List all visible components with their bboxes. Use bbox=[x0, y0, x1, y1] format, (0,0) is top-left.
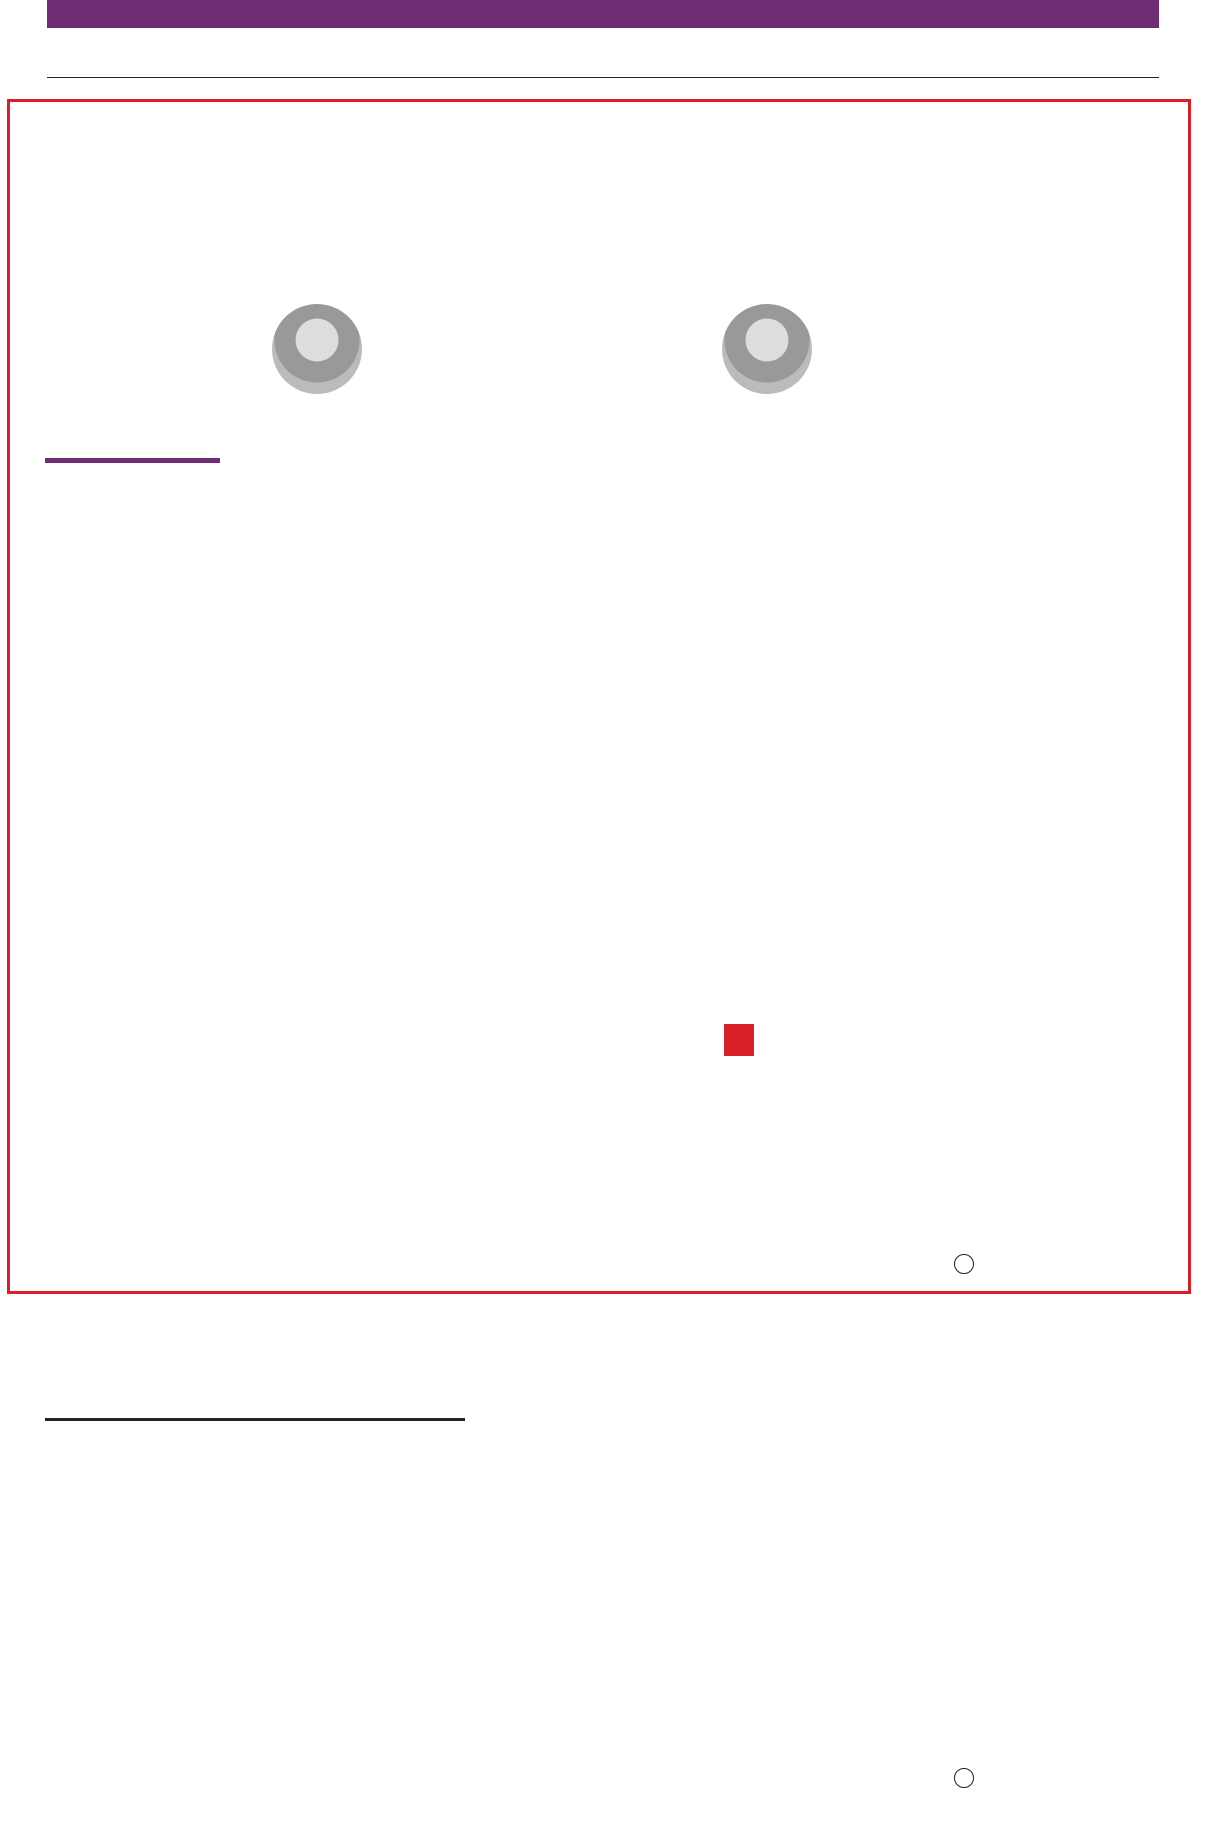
alfredo-barragan-photo bbox=[722, 304, 812, 394]
page-header bbox=[47, 42, 1159, 78]
author-icon bbox=[954, 1254, 974, 1274]
author2-icon bbox=[954, 1768, 974, 1788]
dollar-chart-rule bbox=[45, 1418, 465, 1421]
lead-rule bbox=[45, 458, 220, 463]
wilson-triana-photo bbox=[272, 304, 362, 394]
dollar-intraday-chart bbox=[45, 1440, 475, 1808]
top-color-bar bbox=[47, 0, 1159, 28]
lr-logo bbox=[724, 1024, 754, 1056]
credit-indicator-chart bbox=[272, 520, 922, 990]
sidebar bbox=[940, 458, 1160, 480]
